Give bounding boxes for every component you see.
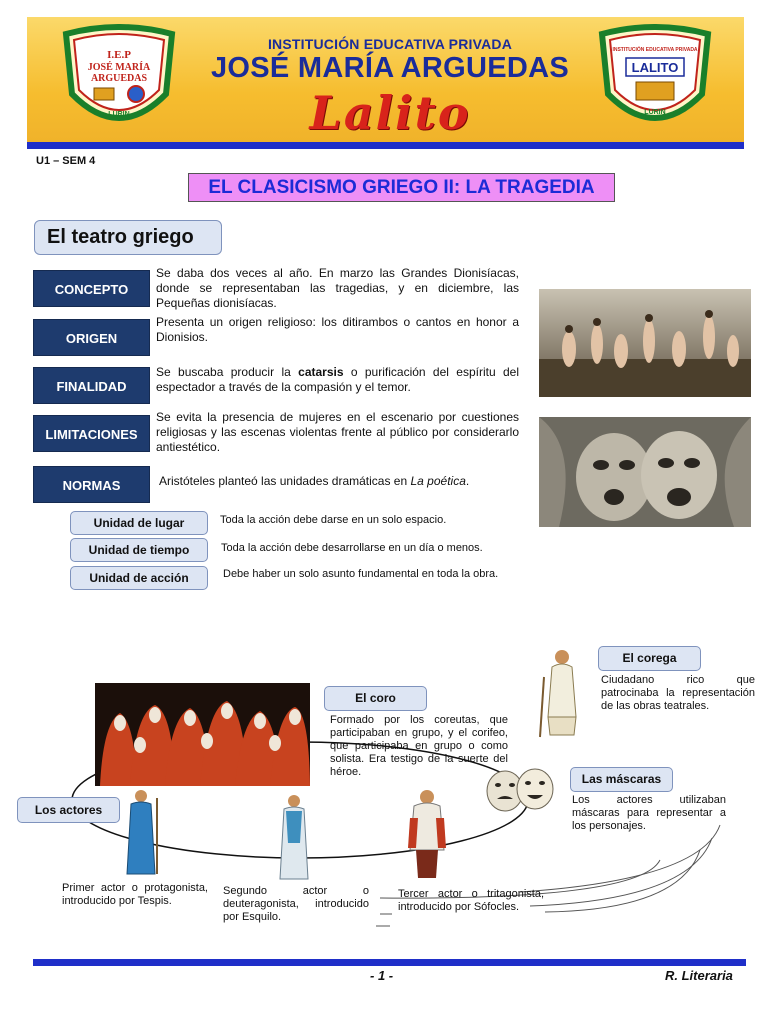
mascaras-text: Los actores utilizaban máscaras para representar a los personajes. — [572, 794, 726, 832]
unity-place-label: Unidad de lugar — [70, 511, 208, 535]
corega-text: Ciudadano rico que patrocinaba la representación de las obras teatrales. — [601, 674, 755, 712]
svg-text:LURIN: LURIN — [644, 109, 666, 116]
coro-text: Formado por los coreutas, que participaban en grupo, y el corifeo, que participaba en grupo o como solista. Era testigo de la suerte del héroe. — [330, 714, 508, 778]
actor3-text: Tercer actor o tritagonista, introducido por Sófocles. — [398, 888, 544, 913]
institution-type: INSTITUCIÓN EDUCATIVA PRIVADA — [267, 36, 513, 52]
page-title: EL CLASICISMO GRIEGO II: LA TRAGEDIA — [188, 173, 615, 202]
third-actor-figure — [402, 788, 452, 880]
actores-label: Los actores — [17, 797, 120, 823]
text-limitaciones: Se evita la presencia de mujeres en el escenario por cuestiones religiosas y las escenas violentas frente al público por considerarlo antiestético. — [156, 410, 519, 454]
header-rule — [27, 142, 744, 149]
text-concepto: Se daba dos veces al año. En marzo las Grandes Dionisíacas, donde se representaban las tragedias, y en diciembre, las Pequeñas dionisíacas. — [156, 266, 519, 310]
svg-text:LALITO: LALITO — [631, 60, 679, 75]
dionysian-festival-painting — [539, 289, 751, 397]
label-concepto: CONCEPTO — [33, 270, 150, 307]
unity-action-text: Debe haber un solo asunto fundamental en toda la obra. — [223, 568, 499, 580]
masks-icon — [481, 767, 561, 812]
label-limitaciones: LIMITACIONES — [33, 415, 150, 452]
unity-time-label: Unidad de tiempo — [70, 538, 208, 562]
coro-label: El coro — [324, 686, 427, 711]
school-name: JOSÉ MARÍA ARGUEDAS — [210, 52, 570, 84]
svg-text:I.E.P: I.E.P — [107, 49, 131, 61]
label-origen: ORIGEN — [33, 319, 150, 356]
second-actor-figure — [276, 793, 312, 881]
unity-action-label: Unidad de acción — [70, 566, 208, 590]
chorus-photo — [95, 683, 310, 786]
first-actor-figure — [121, 788, 161, 878]
svg-text:LURIN: LURIN — [108, 111, 130, 118]
theatre-masks-photo — [539, 417, 751, 527]
unity-place-text: Toda la acción debe darse en un solo espacio. — [220, 514, 447, 526]
section-title: El teatro griego — [34, 220, 222, 255]
corega-label: El corega — [598, 646, 701, 671]
page-number: - 1 - — [370, 968, 394, 983]
corega-figure — [538, 647, 586, 739]
brand-name: Lalito — [309, 86, 471, 140]
footer-rule — [33, 959, 746, 966]
text-origen: Presenta un origen religioso: los ditirambos o cantos en honor a Dionisios. — [156, 315, 519, 344]
mascaras-label: Las máscaras — [570, 767, 673, 792]
unity-time-text: Toda la acción debe desarrollarse en un día o menos. — [221, 542, 483, 554]
svg-text:ARGUEDAS: ARGUEDAS — [90, 73, 148, 84]
actor1-text: Primer actor o protagonista, introducido por Tespis. — [62, 882, 208, 907]
label-finalidad: FINALIDAD — [33, 367, 150, 404]
svg-text:JOSÉ MARÍA: JOSÉ MARÍA — [87, 62, 151, 73]
course-name: R. Literaria — [665, 968, 733, 983]
actor2-text: Segundo actor o deuteragonista, introducido por Esquilo. — [223, 885, 369, 923]
svg-text:INSTITUCIÓN EDUCATIVA PRIVADA: INSTITUCIÓN EDUCATIVA PRIVADA — [612, 47, 698, 53]
label-normas: NORMAS — [33, 466, 150, 503]
unit-code: U1 – SEM 4 — [36, 155, 96, 167]
text-normas: Aristóteles planteó las unidades dramáticas en La poética. — [159, 474, 470, 488]
text-finalidad: Se buscaba producir la catarsis o purificación del espíritu del espectador a través de la compasión y el temor. — [156, 365, 520, 394]
